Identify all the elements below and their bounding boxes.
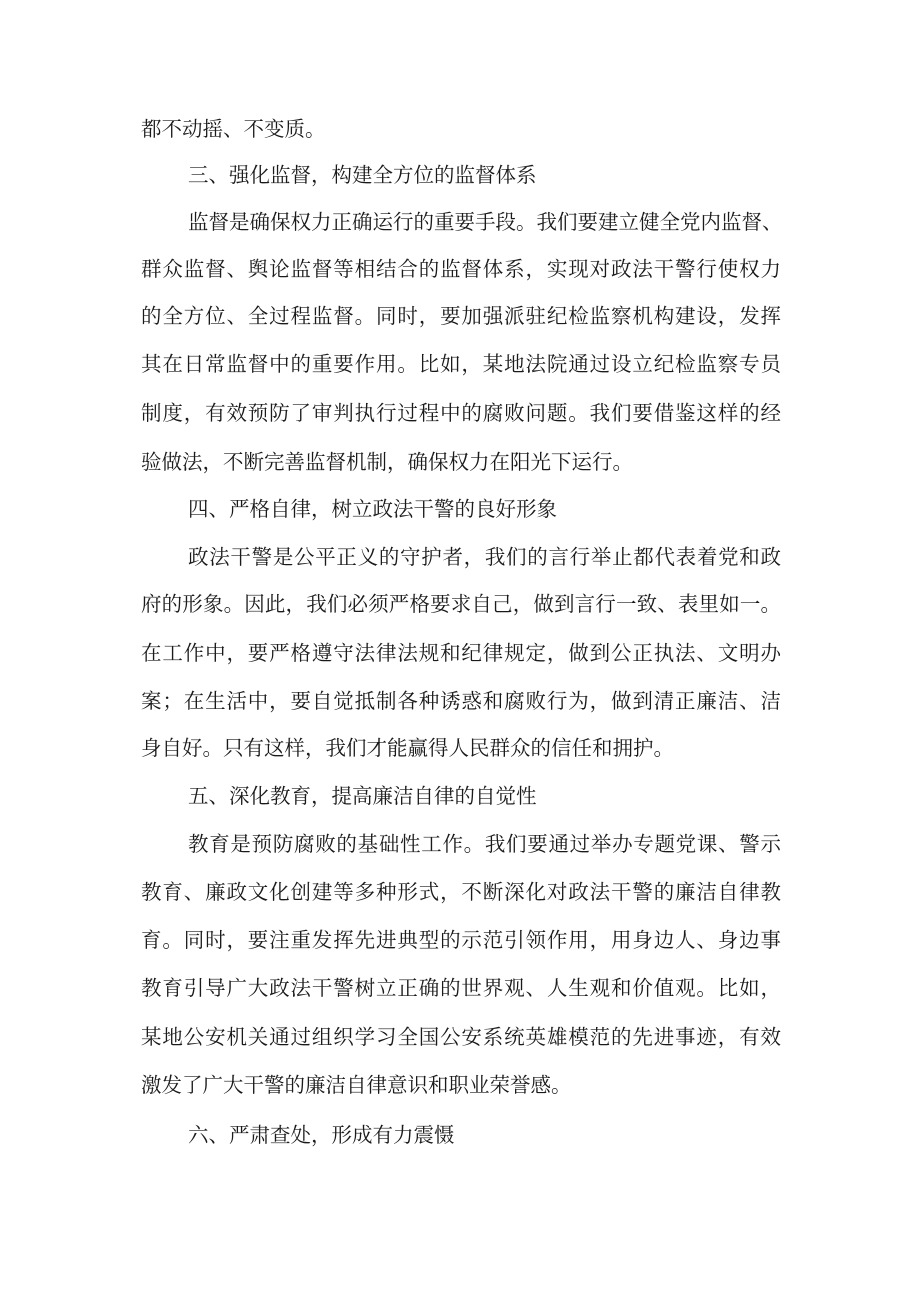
paragraph-line: 政法干警是公平正义的守护者，我们的言行举止都代表着党和政	[188, 545, 781, 569]
paragraph-line: 制度，有效预防了审判执行过程中的腐败问题。我们要借鉴这样的经	[141, 401, 781, 425]
paragraph-line: 教育、廉政文化创建等多种形式，不断深化对政法干警的廉洁自律教	[141, 880, 781, 904]
paragraph-line: 激发了广大干警的廉洁自律意识和职业荣誉感。	[141, 1073, 572, 1097]
paragraph-line: 群众监督、舆论监督等相结合的监督体系，实现对政法干警行使权力	[141, 257, 781, 281]
section-heading-4: 四、严格自律，树立政法干警的良好形象	[188, 497, 557, 521]
paragraph-line: 府的形象。因此，我们必须严格要求自己，做到言行一致、表里如一。	[141, 592, 781, 616]
section-heading-6: 六、严肃查处，形成有力震慑	[188, 1123, 455, 1147]
paragraph-line: 教育是预防腐败的基础性工作。我们要通过举办专题党课、警示	[188, 832, 781, 856]
paragraph-line: 教育引导广大政法干警树立正确的世界观、人生观和价值观。比如，	[141, 976, 781, 1000]
section-heading-3: 三、强化监督，构建全方位的监督体系	[188, 163, 537, 187]
paragraph-line: 的全方位、全过程监督。同时，要加强派驻纪检监察机构建设，发挥	[141, 304, 781, 328]
paragraph-line: 其在日常监督中的重要作用。比如，某地法院通过设立纪检监察专员	[141, 352, 781, 376]
paragraph-line: 某地公安机关通过组织学习全国公安系统英雄模范的先进事迹，有效	[141, 1025, 781, 1049]
paragraph-line: 监督是确保权力正确运行的重要手段。我们要建立健全党内监督、	[188, 210, 783, 234]
paragraph-line: 身自好。只有这样，我们才能赢得人民群众的信任和拥护。	[141, 736, 674, 760]
section-heading-5: 五、深化教育，提高廉洁自律的自觉性	[188, 784, 537, 808]
paragraph-line: 案；在生活中，要自觉抵制各种诱惑和腐败行为，做到清正廉洁、洁	[141, 689, 781, 713]
paragraph-line: 验做法，不断完善监督机制，确保权力在阳光下运行。	[141, 450, 633, 474]
paragraph-line: 都不动摇、不变质。	[141, 117, 326, 141]
paragraph-line: 育。同时，要注重发挥先进典型的示范引领作用，用身边人、身边事	[141, 928, 781, 952]
paragraph-line: 在工作中，要严格遵守法律法规和纪律规定，做到公正执法、文明办	[141, 641, 781, 665]
